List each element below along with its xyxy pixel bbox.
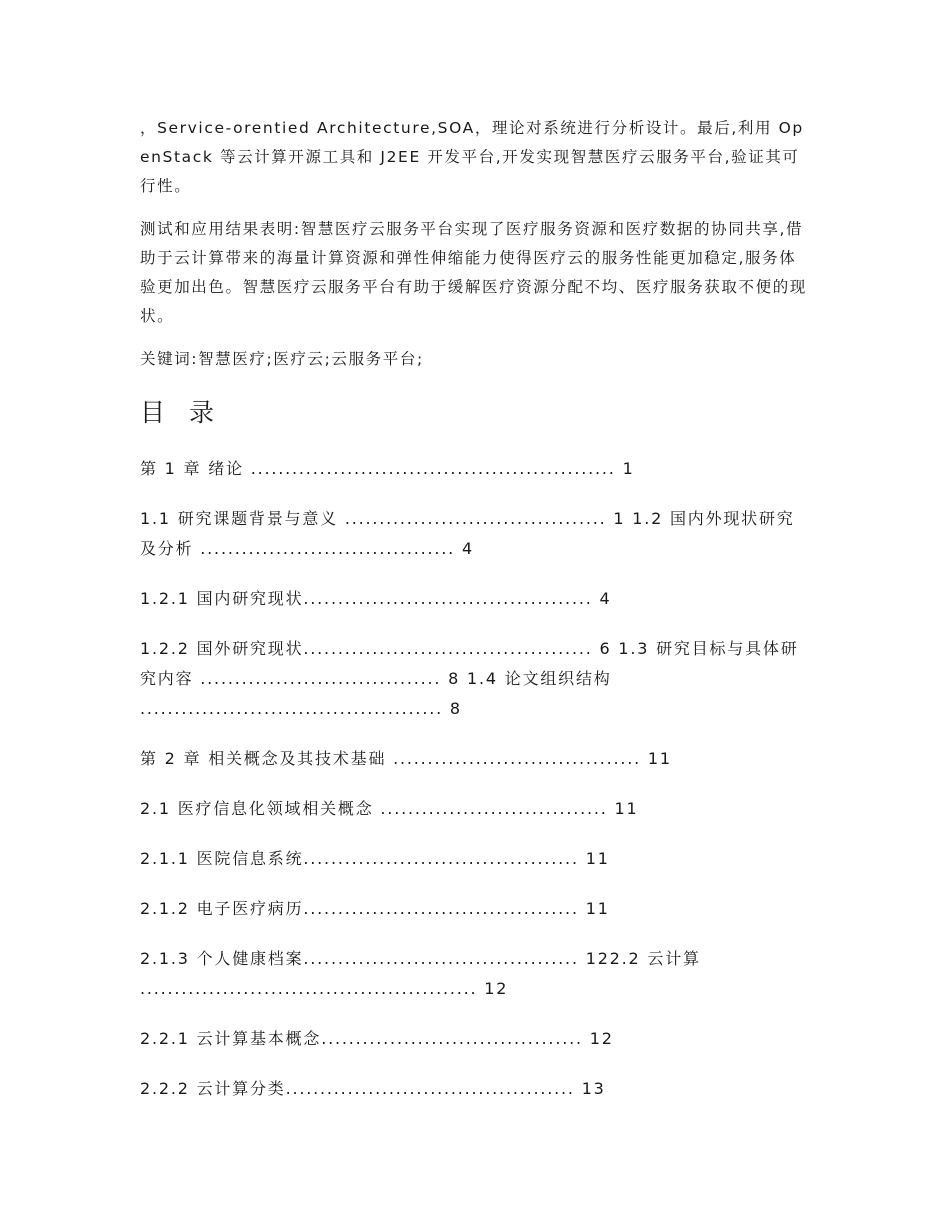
toc-title: 目 录 <box>140 398 222 427</box>
toc-entry-2-1: 2.1 医疗信息化领域相关概念 ................................. 11 <box>140 799 639 818</box>
toc-entry-2-2-1: 2.2.1 云计算基本概念...................................... 12 <box>140 1029 614 1048</box>
abstract-paragraph-1: ，Service-orentied Architecture,SOA，理论对系统进行分析设计。最后,利用 OpenStack 等云计算开源工具和 J2EE 开发平台,开发实现智慧医疗云服务平台,验证其可行性。 <box>140 119 804 195</box>
toc-entry-chapter-1: 第 1 章 绪论 ..................................................... 1 <box>140 459 635 478</box>
toc-entry-1-2-2: 1.2.2 国外研究现状.......................................... 6 1.3 研究目标与具体研究内容 ................................... 8 1.4 论文组织结构 ............................................ 8 <box>140 639 799 718</box>
document-page <box>140 114 810 1124</box>
toc-entry-2-1-2: 2.1.2 电子医疗病历........................................ 11 <box>140 899 610 918</box>
table-of-contents <box>140 454 810 1104</box>
toc-entry-2-1-3: 2.1.3 个人健康档案........................................ 122.2 云计算 ................................................. 12 <box>140 949 701 998</box>
abstract-paragraph-2: 测试和应用结果表明:智慧医疗云服务平台实现了医疗服务资源和医疗数据的协同共享,借助于云计算带来的海量计算资源和弹性伸缩能力使得医疗云的服务性能更加稳定,服务体验更加出色。智慧医疗云服务平台有助于缓解医疗资源分配不均、医疗服务获取不便的现状。 <box>140 220 807 325</box>
toc-entry-1-2-1: 1.2.1 国内研究现状.......................................... 4 <box>140 589 612 608</box>
keywords-line: 关键词:智慧医疗;医疗云;云服务平台; <box>140 350 424 368</box>
toc-entry-1-1: 1.1 研究课题背景与意义 ...................................... 1 1.2 国内外现状研究及分析 ..................................... 4 <box>140 509 795 558</box>
toc-entry-2-1-1: 2.1.1 医院信息系统........................................ 11 <box>140 849 610 868</box>
toc-entry-chapter-2: 第 2 章 相关概念及其技术基础 .................................... 11 <box>140 749 672 768</box>
toc-entry-2-2-2: 2.2.2 云计算分类.......................................... 13 <box>140 1079 606 1098</box>
